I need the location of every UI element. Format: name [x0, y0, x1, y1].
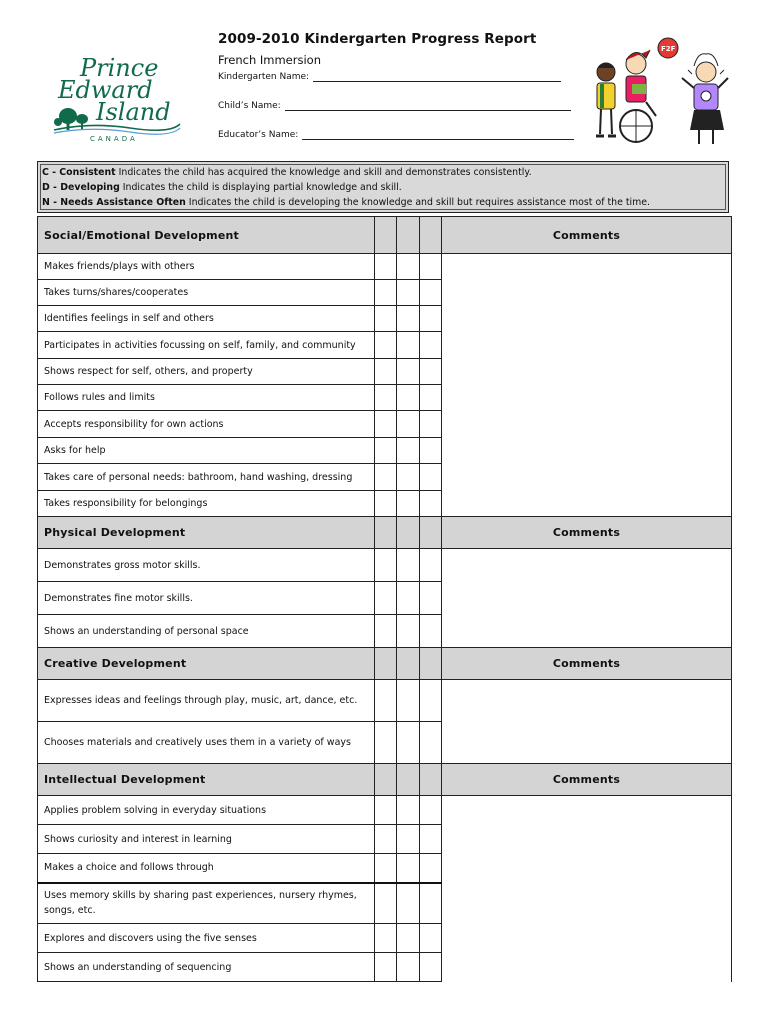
comments-box-physical[interactable] — [442, 549, 732, 648]
rating-column-d-header — [397, 648, 420, 680]
badge-text: F2F — [661, 45, 676, 53]
skill-label: Expresses ideas and feelings through play, music, art, dance, etc. — [38, 680, 375, 722]
child-name-label: Child’s Name: — [218, 101, 281, 111]
section-header-creative — [38, 648, 732, 680]
f2f-badge-icon — [658, 38, 678, 58]
rating-checkbox-d[interactable] — [397, 582, 420, 615]
legend-text: Indicates the child is displaying partial knowledge and skill. — [119, 182, 402, 193]
section-title: Physical Development — [38, 517, 375, 549]
kindergarten-name-field[interactable] — [218, 71, 561, 82]
rating-checkbox-n[interactable] — [420, 280, 442, 306]
skill-label: Follows rules and limits — [38, 385, 375, 411]
rating-checkbox-d[interactable] — [397, 825, 420, 854]
rating-checkbox-d[interactable] — [397, 411, 420, 438]
rating-checkbox-d[interactable] — [397, 306, 420, 332]
table-row — [38, 549, 732, 582]
rating-checkbox-c[interactable] — [375, 680, 397, 722]
comments-header: Comments — [442, 764, 732, 796]
table-row — [38, 796, 732, 825]
rating-checkbox-c[interactable] — [375, 883, 397, 924]
rating-checkbox-c[interactable] — [375, 491, 397, 517]
rating-checkbox-c[interactable] — [375, 953, 397, 982]
skill-label: Applies problem solving in everyday situations — [38, 796, 375, 825]
skill-label: Uses memory skills by sharing past experiences, nursery rhymes, songs, etc. — [38, 883, 375, 924]
skill-label: Accepts responsibility for own actions — [38, 411, 375, 438]
rating-checkbox-d[interactable] — [397, 332, 420, 359]
child-figure-2 — [620, 50, 656, 142]
rating-column-c-header — [375, 764, 397, 796]
rating-checkbox-n[interactable] — [420, 854, 442, 883]
child-name-line[interactable] — [285, 100, 571, 111]
rating-checkbox-c[interactable] — [375, 438, 397, 464]
rating-checkbox-c[interactable] — [375, 254, 397, 280]
skill-label: Chooses materials and creatively uses them in a variety of ways — [38, 722, 375, 764]
logo-country: CANADA — [90, 135, 138, 142]
rating-checkbox-c[interactable] — [375, 825, 397, 854]
skill-label: Asks for help — [38, 438, 375, 464]
skill-label: Demonstrates fine motor skills. — [38, 582, 375, 615]
rating-checkbox-d[interactable] — [397, 491, 420, 517]
rating-checkbox-n[interactable] — [420, 411, 442, 438]
rating-column-n-header — [420, 764, 442, 796]
rating-checkbox-c[interactable] — [375, 924, 397, 953]
rating-legend — [37, 161, 729, 213]
rating-checkbox-n[interactable] — [420, 883, 442, 924]
skill-label: Takes responsibility for belongings — [38, 491, 375, 517]
rating-checkbox-n[interactable] — [420, 385, 442, 411]
rating-column-n-header — [420, 517, 442, 549]
rating-checkbox-c[interactable] — [375, 359, 397, 385]
rating-checkbox-n[interactable] — [420, 615, 442, 648]
rating-checkbox-n[interactable] — [420, 549, 442, 582]
program-subtitle: French Immersion — [218, 53, 321, 67]
rating-checkbox-c[interactable] — [375, 615, 397, 648]
legend-developing — [42, 180, 728, 195]
rating-checkbox-n[interactable] — [420, 359, 442, 385]
section-title: Social/Emotional Development — [38, 217, 375, 254]
rating-column-d-header — [397, 517, 420, 549]
rating-checkbox-d[interactable] — [397, 385, 420, 411]
rating-checkbox-d[interactable] — [397, 438, 420, 464]
rating-checkbox-n[interactable] — [420, 953, 442, 982]
report-title: 2009-2010 Kindergarten Progress Report — [218, 31, 537, 47]
rating-checkbox-c[interactable] — [375, 306, 397, 332]
rating-checkbox-d[interactable] — [397, 359, 420, 385]
rating-checkbox-n[interactable] — [420, 825, 442, 854]
logo-line-1: Prince — [80, 54, 159, 82]
educator-name-field[interactable] — [218, 129, 574, 140]
logo-line-3: Island — [96, 98, 171, 126]
skill-label: Shows an understanding of personal space — [38, 615, 375, 648]
comments-header: Comments — [442, 217, 732, 254]
table-row — [38, 254, 732, 280]
rating-checkbox-d[interactable] — [397, 854, 420, 883]
rating-checkbox-c[interactable] — [375, 582, 397, 615]
rating-column-d-header — [397, 217, 420, 254]
legend-consistent — [42, 165, 728, 180]
rating-checkbox-c[interactable] — [375, 549, 397, 582]
skill-label: Takes turns/shares/cooperates — [38, 280, 375, 306]
rating-checkbox-c[interactable] — [375, 385, 397, 411]
rating-checkbox-n[interactable] — [420, 438, 442, 464]
section-header-physical — [38, 517, 732, 549]
pei-logo — [50, 52, 185, 142]
comments-box-intellectual[interactable] — [442, 796, 732, 982]
child-figure-1 — [596, 63, 616, 136]
comments-box-social[interactable] — [442, 254, 732, 517]
child-name-field[interactable] — [218, 100, 571, 111]
rating-column-d-header — [397, 764, 420, 796]
skill-label: Explores and discovers using the five senses — [38, 924, 375, 953]
section-title: Creative Development — [38, 648, 375, 680]
rating-checkbox-c[interactable] — [375, 464, 397, 491]
table-row — [38, 680, 732, 722]
rating-column-c-header — [375, 517, 397, 549]
comments-header: Comments — [442, 648, 732, 680]
child-figure-3 — [682, 54, 728, 144]
section-title: Intellectual Development — [38, 764, 375, 796]
legend-text: Indicates the child is developing the knowledge and skill but requires assistance most of the time. — [185, 197, 650, 208]
rating-checkbox-d[interactable] — [397, 722, 420, 764]
rating-checkbox-d[interactable] — [397, 924, 420, 953]
rating-checkbox-n[interactable] — [420, 924, 442, 953]
rating-checkbox-n[interactable] — [420, 254, 442, 280]
educator-name-label: Educator’s Name: — [218, 130, 299, 140]
skill-label: Identifies feelings in self and others — [38, 306, 375, 332]
logo-line-2: Edward — [58, 76, 153, 104]
rating-column-n-header — [420, 217, 442, 254]
legend-code: C - Consistent — [42, 167, 116, 178]
rating-column-c-header — [375, 648, 397, 680]
skill-label: Demonstrates gross motor skills. — [38, 549, 375, 582]
rating-checkbox-d[interactable] — [397, 549, 420, 582]
legend-code: D - Developing — [42, 182, 120, 193]
legend-needs-assistance — [42, 195, 728, 210]
legend-text: Indicates the child has acquired the knowledge and skill and demonstrates consistently. — [115, 167, 532, 178]
rating-checkbox-d[interactable] — [397, 796, 420, 825]
rating-checkbox-n[interactable] — [420, 306, 442, 332]
rating-checkbox-c[interactable] — [375, 722, 397, 764]
children-illustration — [586, 36, 731, 154]
legend-code: N - Needs Assistance Often — [42, 197, 186, 208]
skill-label: Participates in activities focussing on self, family, and community — [38, 332, 375, 359]
skill-label: Makes friends/plays with others — [38, 254, 375, 280]
skill-label: Shows curiosity and interest in learning — [38, 825, 375, 854]
educator-name-line[interactable] — [302, 129, 574, 140]
rating-column-c-header — [375, 217, 397, 254]
comments-box-creative[interactable] — [442, 680, 732, 764]
rating-checkbox-d[interactable] — [397, 615, 420, 648]
comments-header: Comments — [442, 517, 732, 549]
rating-checkbox-d[interactable] — [397, 464, 420, 491]
rating-checkbox-d[interactable] — [397, 883, 420, 924]
skill-label: Shows respect for self, others, and property — [38, 359, 375, 385]
kindergarten-name-label: Kindergarten Name: — [218, 72, 310, 82]
rating-checkbox-c[interactable] — [375, 854, 397, 883]
rating-checkbox-n[interactable] — [420, 464, 442, 491]
progress-table — [37, 216, 732, 982]
kindergarten-name-line[interactable] — [313, 71, 561, 82]
rating-checkbox-c[interactable] — [375, 411, 397, 438]
section-header-social — [38, 217, 732, 254]
rating-checkbox-n[interactable] — [420, 332, 442, 359]
rating-checkbox-n[interactable] — [420, 722, 442, 764]
rating-checkbox-n[interactable] — [420, 582, 442, 615]
skill-label: Shows an understanding of sequencing — [38, 953, 375, 982]
rating-checkbox-c[interactable] — [375, 796, 397, 825]
skill-label: Takes care of personal needs: bathroom, hand washing, dressing — [38, 464, 375, 491]
rating-checkbox-n[interactable] — [420, 491, 442, 517]
rating-checkbox-c[interactable] — [375, 332, 397, 359]
rating-checkbox-c[interactable] — [375, 280, 397, 306]
rating-checkbox-d[interactable] — [397, 254, 420, 280]
rating-checkbox-d[interactable] — [397, 280, 420, 306]
rating-checkbox-d[interactable] — [397, 680, 420, 722]
section-header-intellectual — [38, 764, 732, 796]
skill-label: Makes a choice and follows through — [38, 854, 375, 883]
rating-checkbox-d[interactable] — [397, 953, 420, 982]
rating-column-n-header — [420, 648, 442, 680]
rating-checkbox-n[interactable] — [420, 680, 442, 722]
rating-checkbox-n[interactable] — [420, 796, 442, 825]
